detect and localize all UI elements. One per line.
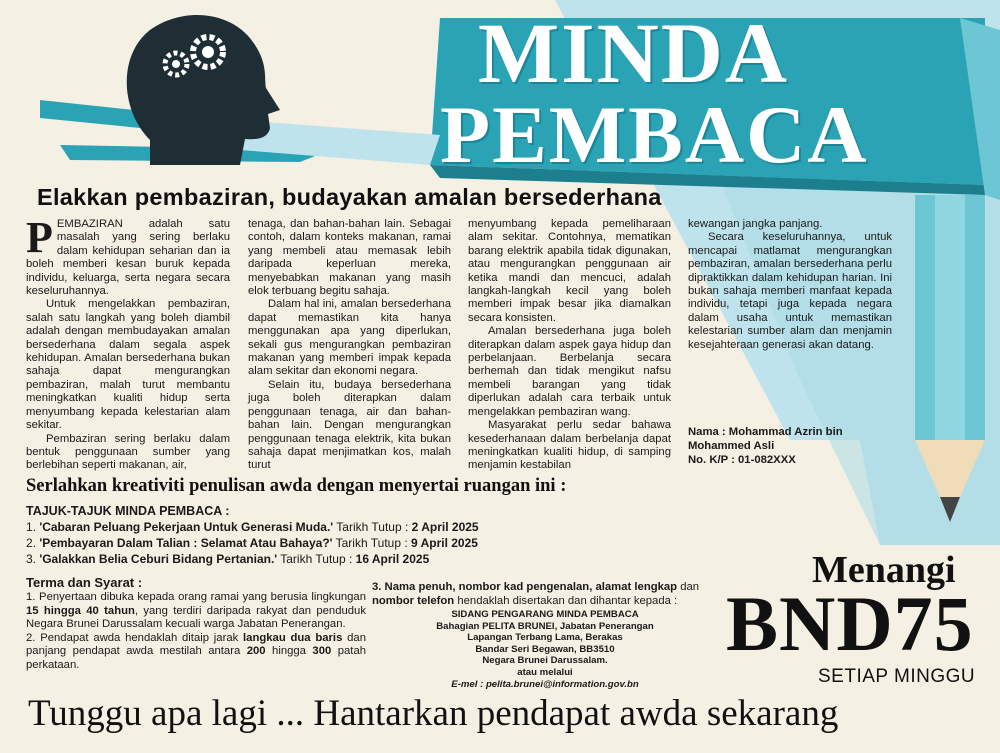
term-2 (26, 632, 366, 673)
invite-line: Serlahkan kreativiti penulisan awda dengan menyertai ruangan ini : (26, 476, 567, 496)
term-emphasis: 3. Nama penuh, nombor kad pengenalan, alamat lengkap (372, 581, 678, 593)
paragraph: menyumbang kepada pemeliharaan alam sekitar. Contohnya, mematikan barang elektrik apabila tidak digunakan, atau mengurangkan penggunaan air ketika mandi dan mencuci, adalah langkah-langkah kecil yang boleh memberi impak besar jika diamalkan secara konsisten. (468, 218, 671, 324)
topic-deadline-label: Tarikh Tutup : (332, 536, 412, 550)
prize-amount: BND75 (726, 580, 974, 667)
dropcap: P (26, 213, 53, 262)
term-3 (372, 581, 717, 608)
paragraph: Secara keseluruhannya, untuk mencapai matlamat mengurangkan pembaziran, amalan bersederhana perlu dipraktikkan dalam kehidupan harian. Ini bukan sahaja memberi manfaat kepada individu, tetapi juga kepada negara dalam usaha untuk memastikan kelestarian sumber alam dan menjamin kesejahteraan generasi akan datang. (688, 231, 892, 351)
article-column-3 (468, 218, 671, 473)
paragraph: kewangan jangka panjang. (688, 218, 823, 230)
address-line: Lapangan Terbang Lama, Berakas (467, 632, 623, 644)
address-line: Negara Brunei Darussalam. (482, 655, 608, 667)
paragraph: EMBAZIRAN adalah satu masalah yang sering berlaku dalam kehidupan seharian dan ia boleh memberi kesan buruk kepada individu, keluarga, serta negara secara keseluruhannya. (26, 218, 230, 298)
topic-deadline-label: Tarikh Tutup : (277, 552, 356, 566)
topic-number: 1. (26, 520, 37, 534)
mailing-address (400, 609, 690, 690)
address-line: SIDANG PENGARANG MINDA PEMBACA (451, 609, 639, 620)
term-text: dan (677, 581, 700, 593)
term-text: 1. Penyertaan dibuka kepada orang ramai yang berusia lingkungan (26, 591, 366, 603)
topic-item (26, 519, 666, 535)
topic-deadline: 16 April 2025 (355, 552, 430, 566)
article-column-2 (248, 218, 451, 473)
prize-win-label: Menangi (812, 549, 956, 591)
topic-title: 'Galakkan Belia Ceburi Bidang Pertanian.' (39, 552, 278, 566)
term-emphasis: 200 (246, 645, 266, 658)
topic-deadline-label: Tarikh Tutup : (333, 520, 412, 534)
term-text: 2. Pendapat awda hendaklah ditaip jarak (26, 631, 244, 644)
author-name-line1: Nama : Mohammad Azrin bin (688, 426, 843, 438)
article-headline: Elakkan pembaziran, budayakan amalan bersederhana (37, 184, 662, 210)
paragraph: Masyarakat perlu sedar bahawa kesederhanaan dalam berbelanja dapat meningkatkan kualiti hidup, di samping menjamin kestabilan (468, 419, 671, 472)
masthead-line2: PEMBACA (440, 89, 869, 180)
email-address: E-mel : pelita.brunei@information.gov.bn (451, 678, 639, 690)
term-emphasis: langkau dua baris (243, 631, 343, 644)
address-line: atau melalui (517, 666, 573, 678)
address-line: Bahagian PELITA BRUNEI, Jabatan Penerangan (436, 620, 654, 632)
paragraph: tenaga, dan bahan-bahan lain. Sebagai contoh, dalam konteks makanan, ramai yang membeli atau memasak lebih daripada keperluan mereka, menyebabkan makanan yang masih elok terbuang begitu sahaja. (248, 218, 451, 298)
term-text: dan panjang pendapat awda mestilah antara (26, 631, 366, 658)
address-line: Bandar Seri Begawan, BB3510 (475, 643, 615, 655)
terms-section (26, 575, 366, 673)
topics-heading: TAJUK-TAJUK MINDA PEMBACA : (26, 504, 230, 518)
term-1 (26, 591, 366, 632)
paragraph: Dalam hal ini, amalan bersederhana dapat memastikan kita hanya menggunakan apa yang diperlukan, sekali gus mengurangkan pembaziran makanan yang memberi impak kepada alam sekitar dan ekonomi negara. (248, 298, 451, 378)
topic-deadline: 9 April 2025 (411, 536, 478, 550)
topic-item (26, 551, 666, 567)
term-text: hendaklah disertakan dan dihantar kepada : (454, 594, 678, 607)
masthead-line1: MINDA (478, 5, 789, 101)
prize-frequency: SETIAP MINGGU (818, 666, 976, 687)
paragraph: Pembaziran sering berlaku dalam bentuk penggunaan sumber yang berlebihan seperti makanan, air, (26, 432, 230, 472)
terms-heading: Terma dan Syarat : (26, 575, 143, 590)
author-id: No. K/P : 01-082XXX (688, 454, 796, 466)
topic-item (26, 535, 666, 551)
topic-deadline: 2 April 2025 (411, 520, 479, 534)
footer-callout: Tunggu apa lagi ... Hantarkan pendapat awda sekarang (28, 693, 839, 734)
term-emphasis: 300 (312, 645, 332, 658)
term-text: patah perkataan. (26, 645, 367, 671)
topic-number: 2. (26, 536, 37, 550)
topics-section (26, 503, 666, 567)
paragraph: Amalan bersederhana juga boleh diterapkan dalam aspek gaya hidup dan perbelanjaan. Berbelanja secara berhemah dan tidak mengikut nafsu membeli barangan yang tidak diperlukan adalah cara terbaik untuk mengelakkan pembaziran wang. (468, 325, 671, 418)
author-name-line2: Mohammed Asli (688, 440, 775, 452)
article-column-1 (26, 213, 230, 473)
term-emphasis: 15 hingga 40 tahun (26, 604, 135, 617)
term-emphasis: nombor telefon (372, 594, 455, 607)
term-text: , yang terdiri daripada rakyat dan penduduk Negara Brunei Darussalam kecuali warga Jabatan Penerangan. (26, 604, 366, 631)
paragraph: Selain itu, budaya bersederhana juga boleh diterapkan dalam penggunaan tenaga, air dan bahan-bahan lain. Dengan mengurangkan penggunaan tenaga elektrik, kita bukan sahaja dapat menjimatkan kos, malah turut (248, 378, 451, 472)
article-column-4 (688, 218, 892, 352)
topic-number: 3. (26, 552, 37, 566)
topic-title: 'Cabaran Peluang Pekerjaan Untuk Generasi Muda.' (39, 520, 334, 534)
term-text: hingga (265, 645, 313, 658)
topic-title: 'Pembayaran Dalam Talian : Selamat Atau Bahaya?' (39, 536, 333, 550)
paragraph: Untuk mengelakkan pembaziran, salah satu langkah yang boleh diambil adalah dengan membudayakan amalan bersederhana dalam segala aspek kehidupan. Amalan bersederhana bukan sahaja dapat mengurangkan pembaziran, malah turut membantu meningkatkan kualiti hidup serta menyumbang kepada kelestarian alam sekitar. (26, 298, 230, 432)
